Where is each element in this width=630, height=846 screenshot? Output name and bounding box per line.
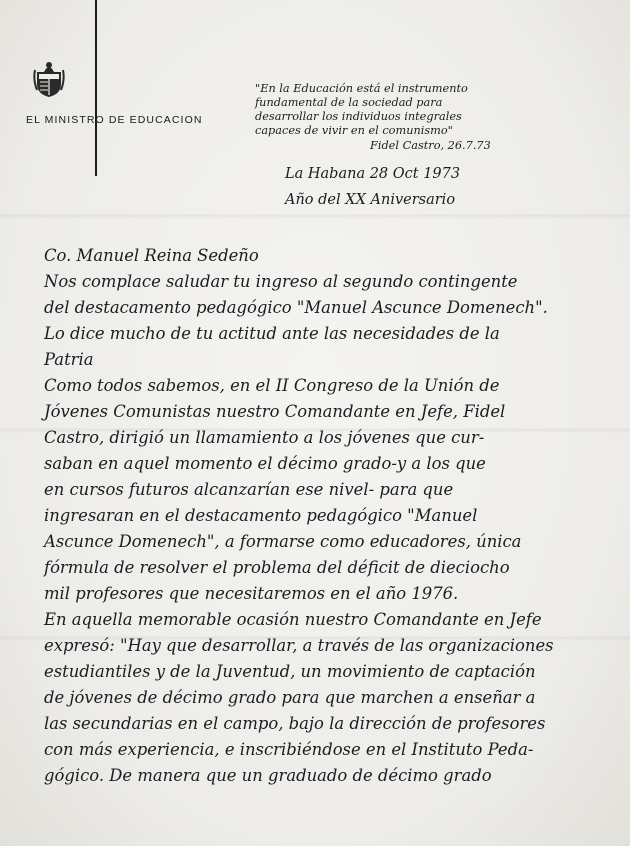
quote-line: fundamental de la sociedad para	[255, 96, 443, 109]
body-line: las secundarias en el campo, bajo la dirección de profesores	[44, 714, 546, 733]
coat-of-arms-icon	[32, 58, 66, 98]
body-line: con más experiencia, e inscribiéndose en el Instituto Peda-	[44, 740, 534, 759]
year-name: Año del XX Aniversario	[285, 192, 456, 208]
body-line: mil profesores que necesitaremos en el año 1976.	[44, 584, 459, 603]
body-line: gógico. De manera que un graduado de décimo grado	[44, 766, 492, 785]
body-line: Lo dice mucho de tu actitud ante las necesidades de la	[44, 324, 500, 343]
body-line: Jóvenes Comunistas nuestro Comandante en Jefe, Fidel	[44, 402, 506, 421]
letter-date: La Habana 28 Oct 1973	[285, 166, 461, 182]
body-line: del destacamento pedagógico "Manuel Ascunce Domenech".	[44, 298, 548, 317]
body-line: En aquella memorable ocasión nuestro Comandante en Jefe	[44, 610, 542, 629]
body-line: ingresaran en el destacamento pedagógico "Manuel	[44, 506, 478, 525]
body-line: Como todos sabemos, en el II Congreso de la Unión de	[44, 376, 500, 395]
body-line: Patria	[44, 350, 94, 369]
quote-attribution: Fidel Castro, 26.7.73	[370, 139, 491, 152]
body-line: expresó: "Hay que desarrollar, a través de las organizaciones	[44, 636, 554, 655]
body-line: Ascunce Domenech", a formarse como educadores, única	[44, 532, 522, 551]
quote-line: desarrollar los individuos integrales	[255, 110, 462, 123]
body-line: fórmula de resolver el problema del déficit de dieciocho	[44, 558, 510, 577]
body-line: estudiantiles y de la Juventud, un movimiento de captación	[44, 662, 536, 681]
body-line: de jóvenes de décimo grado para que marchen a enseñar a	[44, 688, 536, 707]
letterhead-divider	[95, 0, 97, 176]
body-line: en cursos futuros alcanzarían ese nivel- para que	[44, 480, 454, 499]
quote-line: "En la Educación está el instrumento	[255, 82, 468, 95]
salutation: Co. Manuel Reina Sedeño	[44, 246, 259, 265]
ministry-title: EL MINISTRO DE EDUCACION	[26, 114, 203, 126]
body-line: saban en aquel momento el décimo grado-y a los que	[44, 454, 486, 473]
quote-line: capaces de vivir en el comunismo"	[255, 124, 453, 137]
body-line: Castro, dirigió un llamamiento a los jóvenes que cur-	[44, 428, 485, 447]
body-line: Nos complace saludar tu ingreso al segundo contingente	[44, 272, 518, 291]
